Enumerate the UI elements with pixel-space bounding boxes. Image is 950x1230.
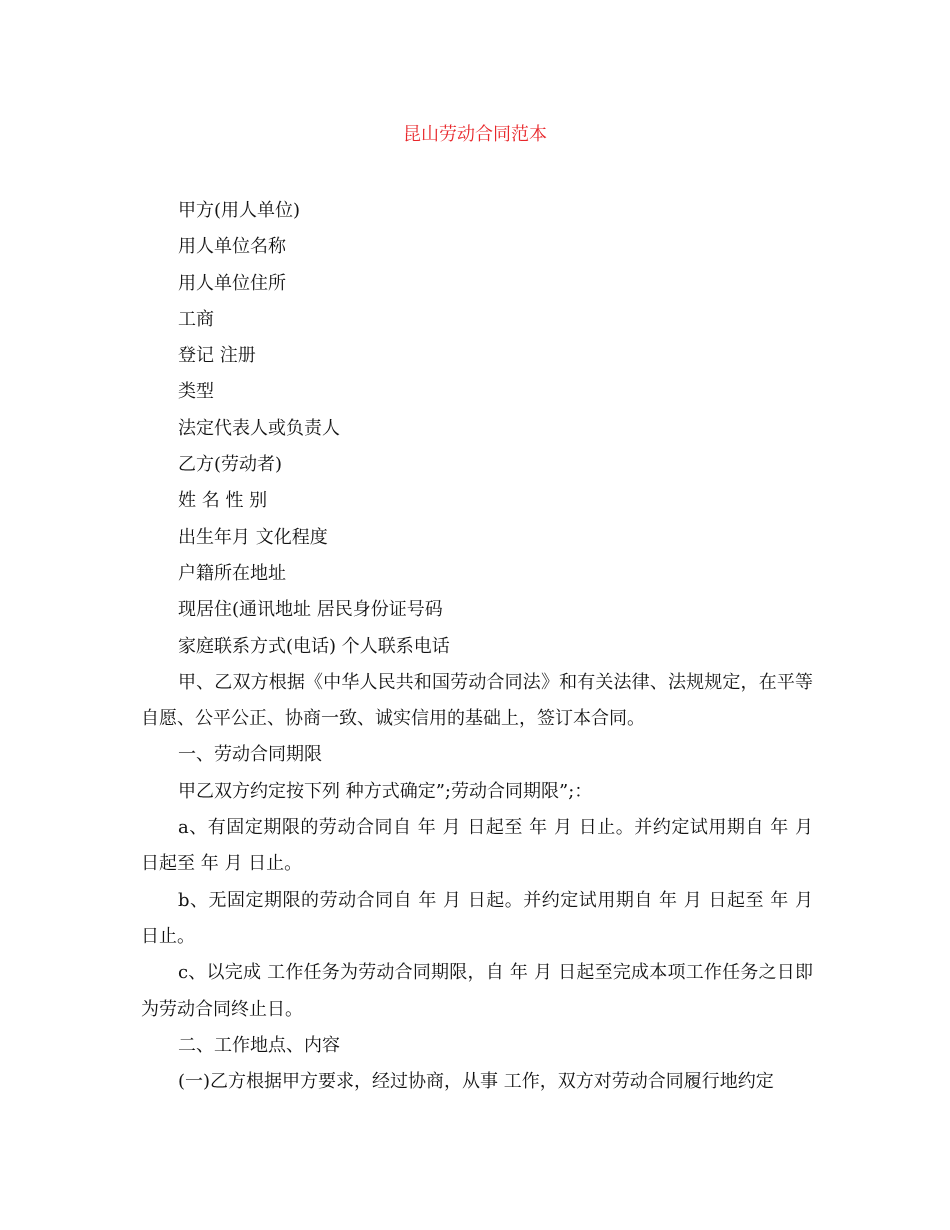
paragraph-household-address: 户籍所在地址 [178, 562, 286, 584]
paragraph-name-gender: 姓 名 性 别 [178, 490, 268, 512]
paragraph-preamble: 甲、乙双方根据《中华人民共和国劳动合同法》和有关法律、法规规定，在平等自愿、公平公正、协商一致、诚实信用的基础上，签订本合同。 [141, 671, 813, 730]
paragraph-employer-name: 用人单位名称 [178, 236, 286, 258]
paragraph-term-fixed: a、有固定期限的劳动合同自 年 月 日起至 年 月 日止。并约定试用期自 年 月 日起至 年 月 日止。 [141, 817, 819, 875]
paragraph-type: 类型 [178, 381, 214, 403]
paragraph-work-content: (一)乙方根据甲方要求，经过协商，从事 工作，双方对劳动合同履行地约定 [178, 1071, 774, 1093]
paragraph-current-address: 现居住(通讯地址 居民身份证号码 [178, 599, 443, 621]
paragraph-registration: 登记 注册 [178, 345, 256, 367]
paragraph-term-method: 甲乙双方约定按下列 种方式确定”;劳动合同期限”;： [178, 780, 593, 802]
paragraph-term-open: b、无固定期限的劳动合同自 年 月 日起。并约定试用期自 年 月 日起至 年 月 日止。 [141, 889, 819, 947]
paragraph-contact-phone: 家庭联系方式(电话) 个人联系电话 [178, 635, 450, 657]
paragraph-birth-education: 出生年月 文化程度 [178, 526, 328, 548]
paragraph-party-b: 乙方(劳动者) [178, 454, 283, 476]
paragraph-term-task: c、以完成 工作任务为劳动合同期限，自 年 月 日起至完成本项工作任务之日即为劳动合同终止日。 [141, 962, 813, 1020]
paragraph-business: 工商 [178, 308, 214, 330]
section-heading-workplace: 二、工作地点、内容 [178, 1034, 340, 1056]
document-body [141, 193, 819, 1100]
paragraph-legal-representative: 法定代表人或负责人 [178, 417, 340, 439]
section-heading-term: 一、劳动合同期限 [178, 744, 322, 766]
paragraph-party-a: 甲方(用人单位) [178, 200, 301, 221]
document-title: 昆山劳动合同范本 [403, 124, 547, 145]
paragraph-employer-address: 用人单位住所 [178, 272, 286, 294]
